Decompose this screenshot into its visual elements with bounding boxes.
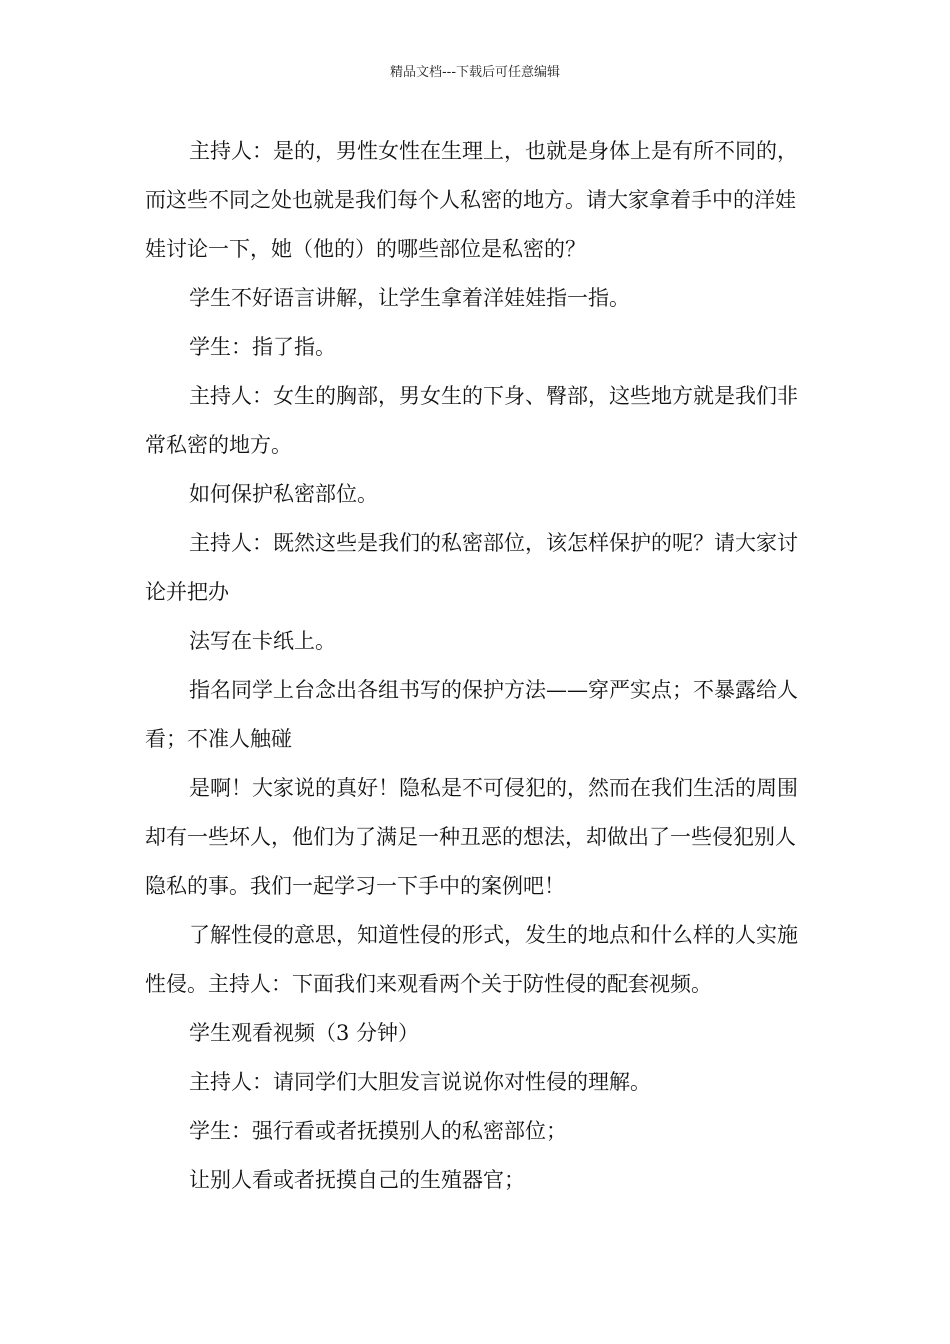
paragraph: 学生不好语言讲解，让学生拿着洋娃娃指一指。 bbox=[189, 286, 630, 310]
paragraph: 如何保护私密部位。 bbox=[189, 482, 378, 506]
paragraph: 主持人：既然这些是我们的私密部位，该怎样保护的呢？请大家讨论并把办 bbox=[145, 531, 798, 604]
paragraph: 了解性侵的意思，知道性侵的形式，发生的地点和什么样的人实施性侵。主持人：下面我们来观看两个关于防性侵的配套视频。 bbox=[145, 923, 798, 996]
paragraph: 学生：强行看或者抚摸别人的私密部位； bbox=[189, 1119, 567, 1143]
paragraph: 主持人：女生的胸部，男女生的下身、臀部，这些地方就是我们非常私密的地方。 bbox=[145, 384, 798, 457]
paragraph: 学生观看视频（3 分钟） bbox=[189, 1021, 420, 1045]
paragraph: 指名同学上台念出各组书写的保护方法——穿严实点；不暴露给人看；不准人触碰 bbox=[145, 678, 798, 751]
paragraph: 是啊！大家说的真好！隐私是不可侵犯的，然而在我们生活的周围却有一些坏人，他们为了满足一种丑恶的想法，却做出了一些侵犯别人隐私的事。我们一起学习一下手中的案例吧！ bbox=[145, 776, 798, 898]
paragraph: 学生：指了指。 bbox=[189, 335, 336, 359]
paragraph: 让别人看或者抚摸自己的生殖器官； bbox=[189, 1168, 525, 1192]
page-header: 精品文档---下载后可任意编辑 bbox=[389, 65, 561, 80]
paragraph: 主持人：请同学们大胆发言说说你对性侵的理解。 bbox=[189, 1070, 651, 1094]
document-body bbox=[145, 127, 807, 1205]
paragraph: 主持人：是的，男性女性在生理上，也就是身体上是有所不同的，而这些不同之处也就是我们每个人私密的地方。请大家拿着手中的洋娃娃讨论一下，她（他的）的哪些部位是私密的？ bbox=[145, 139, 798, 261]
paragraph: 法写在卡纸上。 bbox=[189, 629, 336, 653]
